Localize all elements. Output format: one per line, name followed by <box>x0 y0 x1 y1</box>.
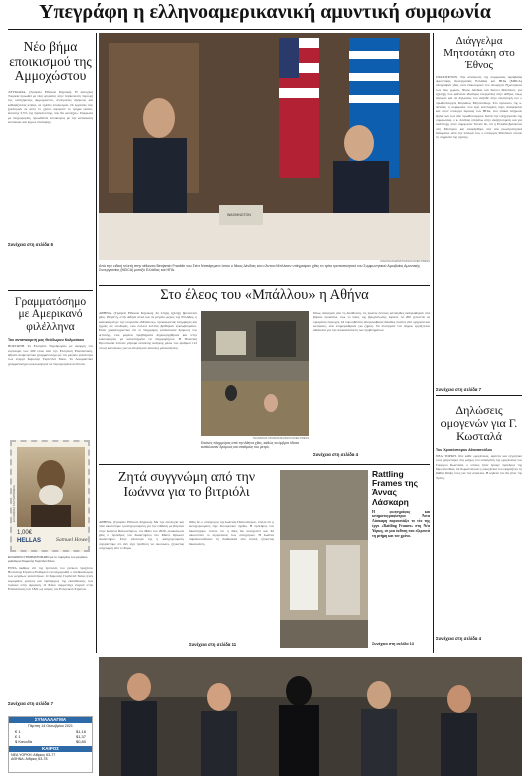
laskari-photo <box>280 470 368 648</box>
column-rule <box>433 33 434 653</box>
article-howe-more[interactable]: Συνέχεια στη σελίδα 7 <box>8 700 54 706</box>
masthead-rule <box>8 29 522 30</box>
exchange-cad-value: $0,80 <box>75 739 86 744</box>
article-laskari-more[interactable]: Συνέχεια στη σελίδα 13 <box>372 641 414 646</box>
article-vitriol-text-col2: Χθες δε, ο συνήγορος της Ιωάννας Παλιοσπύρου, τόνισε ότι η κατηγορουμένη είχε δολοφονικό σχέδιο. Η πρόεδρος του δικαστηρίου τόνισε ότι η δίκη θα συνεχιστεί και θα ακουστούν οι αγορεύσεις των συνηγόρων. Η Ιωάννα παρακολουθούσε τη διαδικασία από κοντά, ζητώντας δικαιοσύνη. <box>189 520 274 546</box>
stamp-name: Samuel Howe <box>56 538 88 543</box>
article-storm-title: Στο έλεος του «Μπάλλου» η Αθήνα <box>160 287 369 303</box>
stamp-value: 1,00€ <box>17 530 33 536</box>
article-storm-more[interactable]: Συνέχεια στη σελίδα 4 <box>313 452 359 457</box>
divider <box>436 395 522 396</box>
divider <box>99 285 430 286</box>
article-vitriol-more[interactable]: Συνέχεια στη σελίδα 11 <box>189 642 237 647</box>
exchange-cad-label: $ Καναδά <box>15 739 33 744</box>
article-vitriol-text-col1: ΑΘΗΝΑ. (Γραφείο Εθνικού Κήρυκα). Με την απολογία και πάλι ακούστηκε η κατηγορουμένη για την επίθεση με βιτριόλι στην Ιωάννα Παλιοσπύρου, τον Μάιο του 2020, ανακοίνωσε χθες ο πρόεδρος του δικαστηρίου στο Μικτό Ορκωτό Δικαστήριο. Στην απολογία της η κατηγορουμένη ισχυρίστηκε ότι δεν είχε πρόθεση να σκοτώσει, ζητώντας συγγνώμη από το θύμα. <box>99 520 184 551</box>
stamp-country: HELLAS <box>17 538 41 544</box>
flood-illustration <box>201 311 309 436</box>
exchange-eur-value: $1,16 <box>75 729 86 734</box>
article-kostalas-more[interactable]: Συνέχεια στη σελίδα 4 <box>436 635 482 641</box>
article-stamp <box>8 296 93 390</box>
exchange-gbp-label: £ 1 <box>15 734 21 739</box>
article-howe <box>8 556 93 716</box>
main-photo-caption: Από την ειδική τελετή στην αίθουσα Benjamin Franklin του Στέιτ Ντιπάρτμεντ όπου ο Νίκος Δένδιας και ο Άντονι Μπλίνκεν υπέγραψαν χθες το τρίτο τροποποιητικό του Συμφωνητικού Αμοιβαίας Αμυντικής Συνεργασίας (MDCA) μεταξύ Ελλάδας και ΗΠΑ. <box>99 264 421 273</box>
article-kostalas-byline: Του Χρυσόστομου Αθανασούλου <box>436 447 493 452</box>
article-stamp-text: ΒΟΣΤΩΝΗ. Το Ελληνικό Ταχυδρομείο με αφορμή τον εορτασμό των 200 ετών από την Ελληνική Επανάσταση, έβγαλε αναμνηστικό γραμματόσημο με τον μεγάλο φιλέλληνα των ενεργό Σαμουήλ Γκρίντλεϊ Χάου. Το Δοκιμαστικό γραμματόσημο κυκλοφόρησε σε περιορισμένα αντίτυπα. <box>8 344 93 366</box>
community-photo <box>99 657 522 776</box>
masthead-title: Υπεγράφη η ελληνοαμερικανική αμυντική συμφωνία <box>39 1 491 23</box>
article-laskari-title: Rattling Frames της Άννας Λάσκαρη <box>372 469 419 507</box>
article-stamp-title: Γραμματόσημο με Αμερικανό φιλέλληνα <box>14 296 87 333</box>
article-mitsotakis-text: ΟΥΑΣΙΓΚΤΟΝ. Την ανανέωση της συμφωνίας Αμοιβαίας Αμυντικής Συνεργασίας Ελλάδας και ΗΠΑ (MDCA) υπέγραψαν χθες στον Οικονομικό του υπουργού Εξωτερικών των δύο χωρών, Νίκος Δένδιας και Άντονι Μπλίνκεν, για εξέλιξη που φαίνεται ιδιαίτερα ευεργετική στην Αθήνα, όπως δήλωσε και σε δηλώσεις του ανήλθε στην επιστροφή του ο πρωθυπουργός Κυριάκος Μητσοτάκης. Στο πρόσωπο της κ. Δένδια, η συμφωνία, που έχει εκτεταμένη ισχύ, αναφέρεται και στον υπουργό Άμυνας των ΗΠΑ, που ειδικά πλήρωσε ψηλά και των δύο πρωθυπουργών. Κατά την επεξεργασία της συμφωνίας, ο κ. Δένδιας υπεράνω στην αναζητούμενη και για ανάπτυξη στην συμφωνία. Τόνισε δε, ότι η Ελλάδα βρίσκεται στη Μεσόγειο και αναφέρθηκε στα νέα γεωστρατηγικά δεδομένα. Από την πλευρά του, ο υπουργός Μπλίνκεν τόνισε τη σημασία της σχέσης. <box>436 74 522 140</box>
gallery-illustration <box>280 470 368 648</box>
portrait-icon <box>17 447 85 527</box>
weather-title: ΚΑΙΡΟΣ <box>9 746 92 752</box>
article-kostalas-title: Δηλώσεις ομογενών για Γ. Κωσταλά <box>440 403 518 443</box>
article-vitriol-title: Ζητά συγγνώμη από την Ιωάννα για το βιτριόλι <box>117 470 256 501</box>
article-famagusta-text: ΛΕΥΚΩΣΙΑ. (Γραφείο Εθνικού Κήρυκα). Η κατοχική Τουρκία προωθεί με νέες εργασίες στην περίκλειστη περιοχή της κατεχόμενης Αμμοχώστου, ανοίγοντας δρόμους και καθαρίζοντας κτίρια, σε σχέδιο εποικισμού. Οι εργασίες που ξεκίνησαν σε αυτό το χρόνο αφορούν το τμήμα εκείνο, έκτασης 3,5% της περίκλειστης, που θα «ανοίξει». Σύμφωνα με πληροφορίες, προωθείται εποικισμός με την κατασκευή κατοικιών και έργων υποδομής. <box>8 89 93 125</box>
article-mitsotakis <box>436 33 522 392</box>
main-photo <box>99 33 430 260</box>
article-stamp-byline: Του ανταποκριτή μας Θεόδωρου Καλμούκου <box>8 338 85 343</box>
article-mitsotakis-more[interactable]: Συνέχεια στη σελίδα 7 <box>436 386 482 392</box>
weather-athens: ΑΘΗΝΑ: Αίθριος 63-78 <box>11 757 48 761</box>
exchange-gbp-value: $1,37 <box>75 734 86 739</box>
article-kostalas <box>436 400 522 668</box>
exchange-row-cad <box>9 739 92 744</box>
exchange-date: Πέμπτη 14 Οκτωβρίου 2021 <box>28 724 73 728</box>
exchange-eur-label: € 1 <box>15 729 21 734</box>
column-rule <box>96 33 97 653</box>
article-kostalas-text: ΝΕΑ ΥΟΡΚΗ. Στα κάθε ομογένειας, αφόντα και εγγυητικό τους χαιρετισμό στη μνήμη του ευπατρίδη της ομογένειας του Γιώργου Κωσταλά, ο οποίος ήταν πρώην πρόεδρος της Ομοσπονδίας. Οι Σωματεία και η οικογένεια του εκφράζουν τη βαθιά θλίψη τους για την απώλεια. Η κηδεία του θα γίνει την Τρίτη. <box>436 453 522 480</box>
storm-photo <box>201 311 309 436</box>
weather-ny: ΝΕΑ ΥΟΡΚΗ: Αίθριος 63-77 <box>11 753 56 757</box>
divider <box>99 464 430 465</box>
storm-photo-credit: THANASSIS STAVRAKIS/ASSOCIATED PRESS <box>252 437 309 440</box>
stamp-side-caption: ΕΛΛΗΝΙΚΑ ΤΑΧΥΔΡΟΜΕΙΑ <box>12 485 16 522</box>
group-portrait-illustration <box>99 657 522 776</box>
table-sign: WASHINGTON <box>227 213 251 217</box>
stamp-image <box>10 440 90 552</box>
divider <box>8 290 93 291</box>
main-photo-credit: JONATHAN ERNST/ASSOCIATED PRESS <box>379 260 430 263</box>
masthead <box>0 0 530 28</box>
article-storm-text-col1: ΑΘΗΝΑ. (Γραφείο Εθνικού Κήρυκα). Σε πλήρη εξέλιξη βρισκόταν χθες, Πέμπτη, στην Αθήνα αλλά και σε μεγάλο μέρος της Ελλάδας, η κακοκαιρία με την ονομασία «Μπάλλος», προκαλώντας πλημμύρες και ζημιές σε υποδομές, ενώ πολλοί πολίτες βρέθηκαν εγκλωβισμένοι. Είναι χαρακτηριστικό ότι οι πλημμύρες κατέκλυσαν δρόμους του Αττικής, ενώ μεγάλα προβλήματα δημιουργήθηκαν και στην κυκλοφορία, με καταστήματα να πλημμυρίζουν. Η Πολιτική Προστασία έστειλε μήνυμα έκτακτης ανάγκης μέσω του αριθμού 112 στους κατοίκους για να αποφύγουν άσκοπες μετακινήσεις. <box>99 311 197 350</box>
article-mitsotakis-title: Διάγγελμα Μητσοτάκη στο Έθνος <box>443 35 515 71</box>
article-laskari <box>372 470 430 650</box>
article-howe-caption: ΕΛΛΗΝΙΚΟ ΓΡΑΜΜΑΤΟΣΗΜΟ με το πορτρέτο του μεγάλου φιλέλληνα Σαμουήλ Γκρίντλεϊ Χάου. <box>8 555 88 563</box>
exchange-rates-box <box>8 716 93 773</box>
article-storm-text-col2: Όπως ανέφεραν από τη Διεύθυνση, τις πρώτες έντονες καταιγίδες εκδηλώθηκαν στα βόρεια προάστια, ενώ το ύψος της βροχόπτωσης έφτασε τα 200 χιλιοστά σε ορισμένες περιοχές. Οι πυροσβέστες απεγκλώβισαν δεκάδες πολίτες από οχήματα και κατοικίες, ενώ ενημερώθηκαν για ζημιές. Τα συνεργεία του Δήμου εργάζονται αδιάκοπα για την αποκατάσταση των προβλημάτων. <box>313 311 430 333</box>
article-howe-text: ΕΝΤΑ δώθηκε επί της πρόταση του γενικού προξένου Βοστώνης Στράτου Ευθυμίου να ενημερωθεί ο συνδικαλισμός των μεγάλων φιλελλήνων. Ο Σαμουήλ Γκρίντλεϊ Χάου ήταν κορυφαίος γιατρός και πρόδρομος της εκπαίδευσης των τυφλών στην Αμερική. Ο Χάου συμμετείχε ενεργά στην Επανάσταση του 1821 ως ιατρός του Ελληνικού Στρατού. <box>8 565 93 592</box>
exchange-title: ΣΥΝΑΛΛΑΓΜΑ <box>9 717 92 723</box>
article-laskari-lead: Η φωτογράφος και κινηματογραφίστρια Άννα Λάσκαρη παρουσιάζει το νέο της έργο «Rattling Frames» στη Νέα Υόρκη, σε μια έκθεση που εξερευνά τη μνήμη και τον χρόνο. <box>372 509 430 538</box>
portrait-illustration <box>17 447 85 527</box>
storm-photo-caption: Εικόνες πλημμύρας από την Αθήνα χθες, καθώς τα όμβρια ύδατα κατέκλυσαν δρόμους και σταθμούς του μετρό. <box>201 441 299 450</box>
article-famagusta <box>8 32 93 286</box>
article-famagusta-title: Νέο βήμα εποικισμού της Αμμοχώστου <box>9 39 92 84</box>
article-famagusta-more[interactable]: Συνέχεια στη σελίδα 6 <box>8 241 54 247</box>
signing-ceremony-illustration <box>99 33 430 260</box>
